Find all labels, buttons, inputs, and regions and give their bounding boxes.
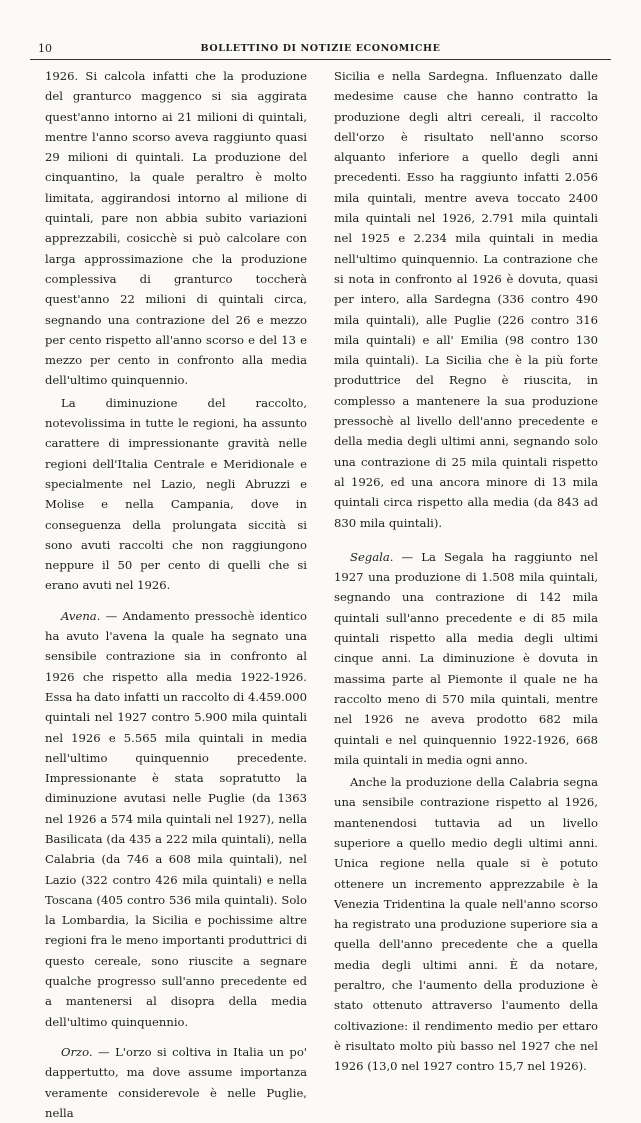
paragraph-calabria: Anche la produzione della Calabria segna una sensibile contrazione rispetto al 1926, mantenendosi tuttavia ad un livello superiore a quello medio degli ultimi anni. Unica regione nella quale si è potuto ottenere un incremento apprezzabile è la Venezia Tridentina la quale nell'anno scorso ha registrato una produzione superiore sia a quella dell'anno precedente che a quella media degli ultimi anni. È da notare, peraltro, che l'aumento della produzione è stato ottenuto attraverso l'aumento della coltivazione: il rendimento medio per ettaro è risultato molto più basso nel 1927 che nel 1926 (13,0 nel 1927 contro 15,7 nel 1926). xyxy=(334,775,598,1074)
orzo-text: — L'orzo si coltiva in Italia un po' dappertutto, ma dove assume importanza veramente considerevole è nelle Puglie, nella xyxy=(45,1044,307,1120)
avena-text: — Andamento pressochè identico ha avuto l'avena la quale ha segnato una sensibile contrazione sia in confronto al 1926 che rispetto alla media 1922-1926. Essa ha dato infatti un raccolto di 4.459.000 quintali nel 1927 contro 5.900 mila quintali nel 1926 e 5.565 mila quintali in media nell'ultimo quinquennio precedente. Impressionante è stata sopratutto la diminuzione avutasi nelle Puglie (da 1363 nel 1926 a 574 mila quintali nel 1927), nella Basilicata (da 435 a 222 mila quintali), nella Calabria (da 746 a 608 mila quintali), nel Lazio (322 contro 426 mila quintali) e nella Toscana (405 contro 536 mila quintali). Solo la Lombardia, la Sicilia e pochissime altre regioni fra le meno importanti produttrici di questo cereale, sono riuscite a segnare qualche progresso sull'anno precedente ed a mantenersi al disopra della media dell'ultimo quinquennio. xyxy=(45,608,307,1029)
right-column xyxy=(334,66,598,1077)
header-rule xyxy=(30,59,611,60)
segala-text: — La Segala ha raggiunto nel 1927 una produzione di 1.508 mila quintali, segnando una contrazione di 142 mila quintali sull'anno precedente e di 85 mila quintali rispetto alla media degli ultimi cinque anni. La diminuzione è dovuta in massima parte al Piemonte il quale ne ha raccolto meno di 570 mila quintali, mentre nel 1926 ne aveva prodotto 682 mila quintali e nel quinquennio 1922-1926, 668 mila quintali in media ogni anno. xyxy=(334,549,598,767)
journal-title: BOLLETTINO DI NOTIZIE ECONOMICHE xyxy=(200,43,441,54)
paragraph-granturco-continued: 1926. Si calcola infatti che la produzione del granturco maggenco si sia aggirata quest'anno intorno ai 21 milioni di quintali, mentre l'anno scorso aveva raggiunto quasi 29 milioni di quintali. La produzione del cinquantino, la quale peraltro è molto limitata, aggirandosi intorno al milione di quintali, pare non abbia subito variazioni apprezzabili, cosicchè si può calcolare con larga approssimazione che la produzione complessiva di granturco toccherà quest'anno 22 milioni di quintali circa, segnando una contrazione del 26 e mezzo per cento rispetto all'anno scorso e del 13 e mezzo per cento in confronto alla media dell'ultimo quinquennio. xyxy=(45,69,307,388)
left-column xyxy=(45,66,307,1123)
page-header xyxy=(30,40,611,58)
avena-heading: Avena. xyxy=(61,608,101,623)
segala-heading: Segala. xyxy=(350,549,394,564)
orzo-heading: Orzo. xyxy=(61,1044,93,1059)
paragraph-diminuzione-raccolto: La diminuzione del raccolto, notevolissima in tutte le regioni, ha assunto carattere di impressionante gravità nelle regioni dell'Italia Centrale e Meridionale e specialmente nel Lazio, negli Abruzzi e Molise e nella Campania, dove in conseguenza della prolungata siccità si sono avuti raccolti che non raggiungono neppure il 50 per cento di quelli che si erano avuti nel 1926. xyxy=(45,395,307,593)
paragraph-orzo-continued: Sicilia e nella Sardegna. Influenzato dalle medesime cause che hanno contratto la produzione degli altri cereali, il raccolto dell'orzo è risultato nell'anno scorso alquanto inferiore a quello degli anni precedenti. Esso ha raggiunto infatti 2.056 mila quintali, mentre aveva toccato 2400 mila quintali nel 1926, 2.791 mila quintali nel 1925 e 2.234 mila quintali in media nell'ultimo quinquennio. La contrazione che si nota in confronto al 1926 è dovuta, quasi per intero, alla Sardegna (336 contro 490 mila quintali), alle Puglie (226 contro 316 mila quintali) e all' Emilia (98 contro 130 mila quintali). La Sicilia che è la più forte produttrice del Regno è riuscita, in complesso a mantenere la sua produzione pressochè al livello dell'anno precedente e della media degli ultimi anni, segnando solo una contrazione di 25 mila quintali rispetto al 1926, ed una ancora minore di 13 mila quintali circa rispetto alla media (da 843 ad 830 mila quintali). xyxy=(334,69,598,530)
page-number: 10 xyxy=(38,42,52,55)
paragraph-orzo xyxy=(45,1042,307,1123)
paragraph-avena xyxy=(45,606,307,1032)
paragraph-segala xyxy=(334,547,598,770)
